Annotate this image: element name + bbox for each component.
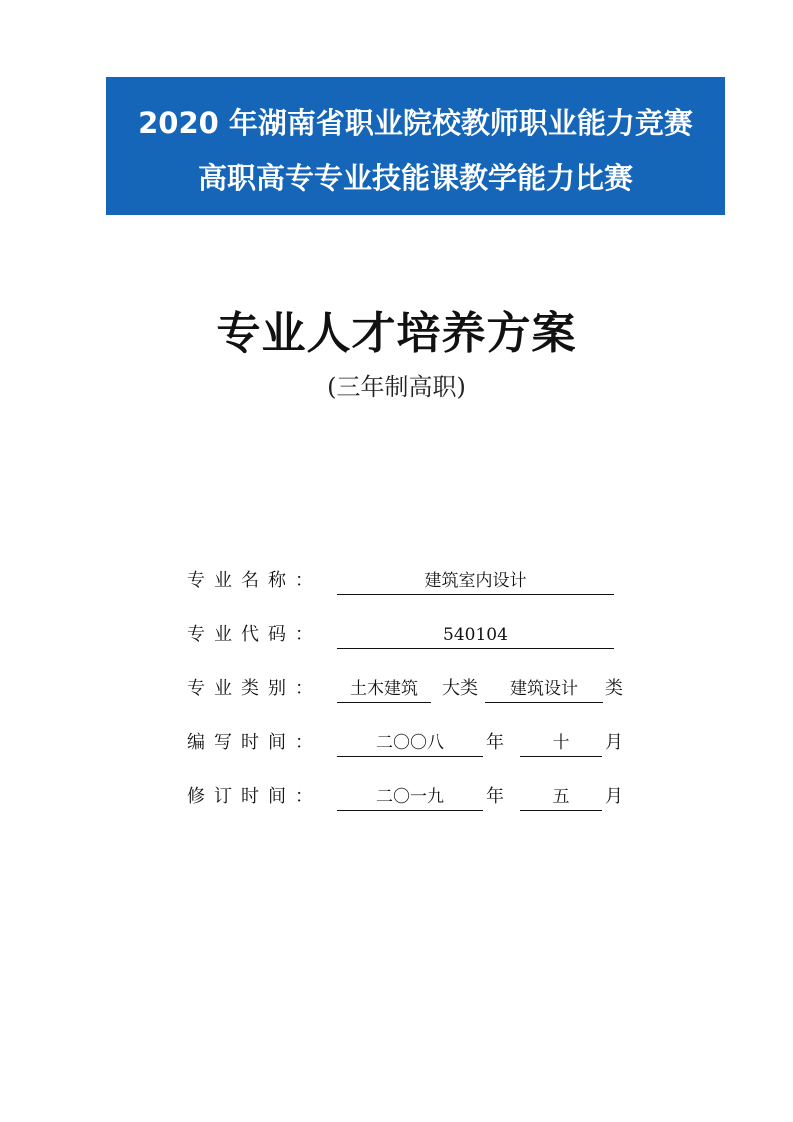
banner-line-2: 高职高专专业技能课教学能力比赛 <box>197 161 633 195</box>
major-name-value: 建筑室内设计 <box>337 566 614 595</box>
compiled-date-label: 编写时间： <box>187 732 322 753</box>
revised-date-label: 修订时间： <box>187 786 322 807</box>
revised-month-unit: 月 <box>605 786 623 807</box>
document-subtitle: (三年制高职) <box>327 373 466 401</box>
revised-year-unit: 年 <box>486 786 504 807</box>
revised-month-value: 五 <box>520 782 602 811</box>
major-category-primary: 土木建筑 <box>337 674 431 703</box>
competition-banner <box>106 77 725 215</box>
major-code-value: 540104 <box>337 620 614 649</box>
major-category-row <box>187 674 647 704</box>
compiled-year-unit: 年 <box>486 732 504 753</box>
major-category-secondary: 建筑设计 <box>485 674 603 703</box>
major-name-label: 专业名称： <box>187 570 322 591</box>
major-category-primary-suffix: 大类 <box>442 678 478 699</box>
document-title: 专业人才培养方案 <box>216 308 577 359</box>
revised-year-value: 二〇一九 <box>337 782 483 811</box>
major-name-row <box>187 566 647 596</box>
major-code-row <box>187 620 647 650</box>
compiled-year-value: 二〇〇八 <box>337 728 483 757</box>
revised-date-row <box>187 782 647 812</box>
compiled-month-value: 十 <box>520 728 602 757</box>
compiled-date-row <box>187 728 647 758</box>
compiled-month-unit: 月 <box>605 732 623 753</box>
major-code-label: 专业代码： <box>187 624 322 645</box>
banner-line-1: 2020 年湖南省职业院校教师职业能力竞赛 <box>138 106 693 140</box>
major-category-label: 专业类别： <box>187 678 322 699</box>
major-category-secondary-suffix: 类 <box>605 678 623 699</box>
